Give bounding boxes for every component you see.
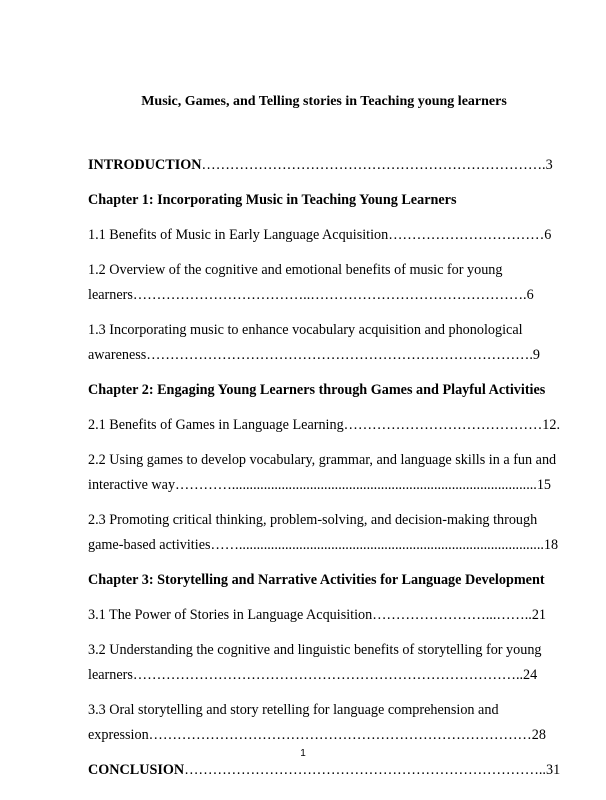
toc-chapter-1-heading: Chapter 1: Incorporating Music in Teaching Young Learners <box>88 192 457 208</box>
toc-chapter-2-heading: Chapter 2: Engaging Young Learners through Games and Playful Activities <box>88 382 546 398</box>
toc-entry-1-2: 1.2 Overview of the cognitive and emotional benefits of music for young <box>88 262 503 278</box>
toc-introduction-label: INTRODUCTION <box>88 157 202 173</box>
toc-entry-2-3: 2.3 Promoting critical thinking, problem-solving, and decision-making through <box>88 512 538 528</box>
table-of-contents <box>88 153 560 783</box>
toc-entry-2-3-continued: game-based activities……......................................................................................18 <box>88 537 559 553</box>
toc-entry-2-2: 2.2 Using games to develop vocabulary, grammar, and language skills in a fun and <box>88 452 557 468</box>
toc-chapter-3-heading: Chapter 3: Storytelling and Narrative Activities for Language Development <box>88 572 545 588</box>
toc-entry-1-3-continued: awareness……………………………………………………………………….9 <box>88 347 540 363</box>
toc-entry-3-1: 3.1 The Power of Stories in Language Acquisition……………………...……..21 <box>88 607 547 623</box>
toc-entry-2-2-continued: interactive way…………......................................................................................15 <box>88 477 552 493</box>
toc-entry-conclusion <box>88 758 560 783</box>
toc-conclusion-label: CONCLUSION <box>88 762 185 778</box>
toc-entry-introduction <box>88 153 560 178</box>
toc-conclusion-leader: …………………………………………………………………..31 <box>184 762 561 778</box>
toc-introduction-leader: ……………………………………………………………….3 <box>201 157 553 173</box>
page-number: 1 <box>300 748 306 759</box>
toc-entry-1-1: 1.1 Benefits of Music in Early Language Acquisition……………………………6 <box>88 227 552 243</box>
toc-entry-2-1: 2.1 Benefits of Games in Language Learning……………………………………12. <box>88 417 561 433</box>
toc-entry-1-3: 1.3 Incorporating music to enhance vocabulary acquisition and phonological <box>88 322 523 338</box>
toc-entry-3-3: 3.3 Oral storytelling and story retelling for language comprehension and <box>88 702 499 718</box>
toc-entry-3-2-continued: learners………………………………………………………………………..24 <box>88 667 538 683</box>
toc-entry-1-2-continued: learners………………………………..……………………………………….6 <box>88 287 534 303</box>
toc-entry-3-2: 3.2 Understanding the cognitive and linguistic benefits of storytelling for young <box>88 642 542 658</box>
toc-entry-3-3-continued: expression………………………………………………………………………28 <box>88 727 546 743</box>
document-title: Music, Games, and Telling stories in Teaching young learners <box>141 94 507 109</box>
